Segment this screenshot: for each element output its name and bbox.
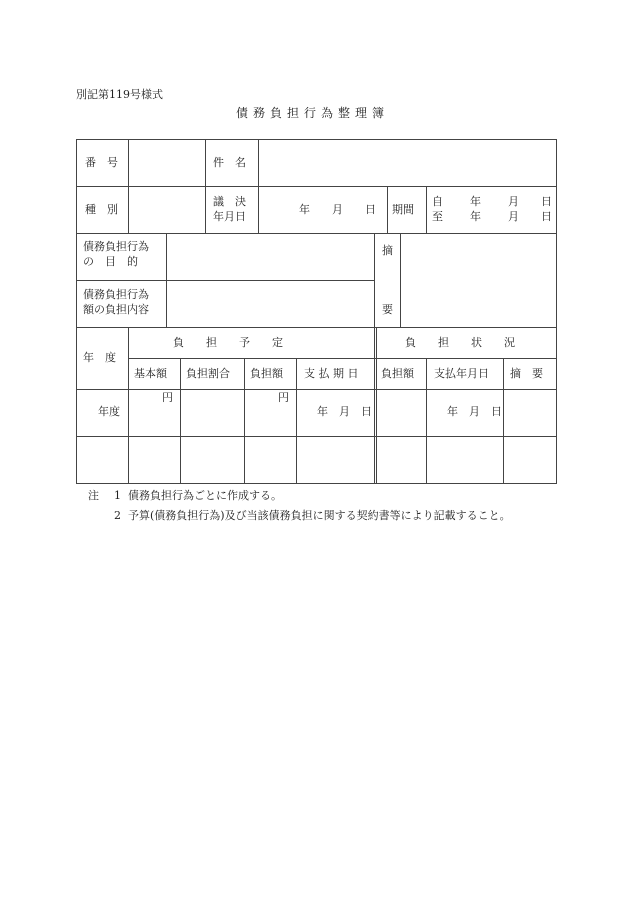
purpose-label-2: の 目 的 (83, 255, 138, 268)
period-to-label: 至 (432, 210, 443, 223)
note-item (88, 506, 511, 526)
period-to-month: 月 (508, 210, 519, 223)
burden-status-header: 負 担 状 況 (405, 336, 515, 349)
payment-due-header: 支 払 期 日 (304, 367, 359, 380)
ledger-table (76, 139, 557, 484)
period-to-year: 年 (470, 210, 481, 223)
number-label: 番 号 (85, 156, 118, 169)
share-ratio-header: 負担割合 (186, 367, 230, 380)
period-from-day: 日 (541, 195, 552, 208)
note-text: 予算(債務負担行為)及び当該債務負担に関する契約書等により記載すること。 (128, 509, 511, 522)
decision-label-1: 議 決 (213, 195, 246, 208)
note-number: 2 (114, 509, 121, 522)
burden-plan-header: 負 担 予 定 (173, 336, 283, 349)
remarks-label-top: 摘 (382, 244, 393, 257)
document-title: 債務負担行為整理簿 (236, 106, 390, 120)
period-from-year: 年 (470, 195, 481, 208)
fiscal-year-header: 年 度 (83, 351, 116, 364)
note-item (88, 486, 511, 506)
period-label: 期間 (392, 203, 414, 216)
remarks-label-bottom: 要 (382, 303, 393, 316)
period-to-day: 日 (541, 210, 552, 223)
subject-label: 件 名 (213, 156, 246, 169)
burden-amount-header: 負担額 (250, 367, 283, 380)
amount-content-label-1: 債務負担行為 (83, 288, 149, 301)
note-text: 債務負担行為ごとに作成する。 (128, 489, 282, 502)
decision-date-placeholder: 年 月 日 (299, 203, 376, 216)
purpose-label-1: 債務負担行為 (83, 240, 149, 253)
payment-date-header: 支払年月日 (434, 367, 489, 380)
burden-amount-status-header: 負担額 (381, 367, 414, 380)
amount-content-label-2: 額の負担内容 (83, 303, 149, 316)
type-label: 種 別 (85, 203, 118, 216)
burden-amount-yen-unit: 円 (278, 391, 289, 404)
decision-label-2: 年月日 (213, 210, 246, 223)
note-number: 1 (114, 489, 121, 502)
remarks-column-header: 摘 要 (510, 367, 543, 380)
base-amount-yen-unit: 円 (162, 391, 173, 404)
payment-date-placeholder: 年 月 日 (447, 405, 502, 418)
period-from-label: 自 (432, 195, 443, 208)
form-number-label: 別記第119号様式 (76, 88, 163, 101)
row-fiscal-year: 年度 (98, 405, 120, 418)
base-amount-header: 基本額 (134, 367, 167, 380)
payment-due-date-placeholder: 年 月 日 (317, 405, 372, 418)
period-from-month: 月 (508, 195, 519, 208)
note-label: 注 (88, 489, 99, 502)
notes (88, 486, 511, 526)
